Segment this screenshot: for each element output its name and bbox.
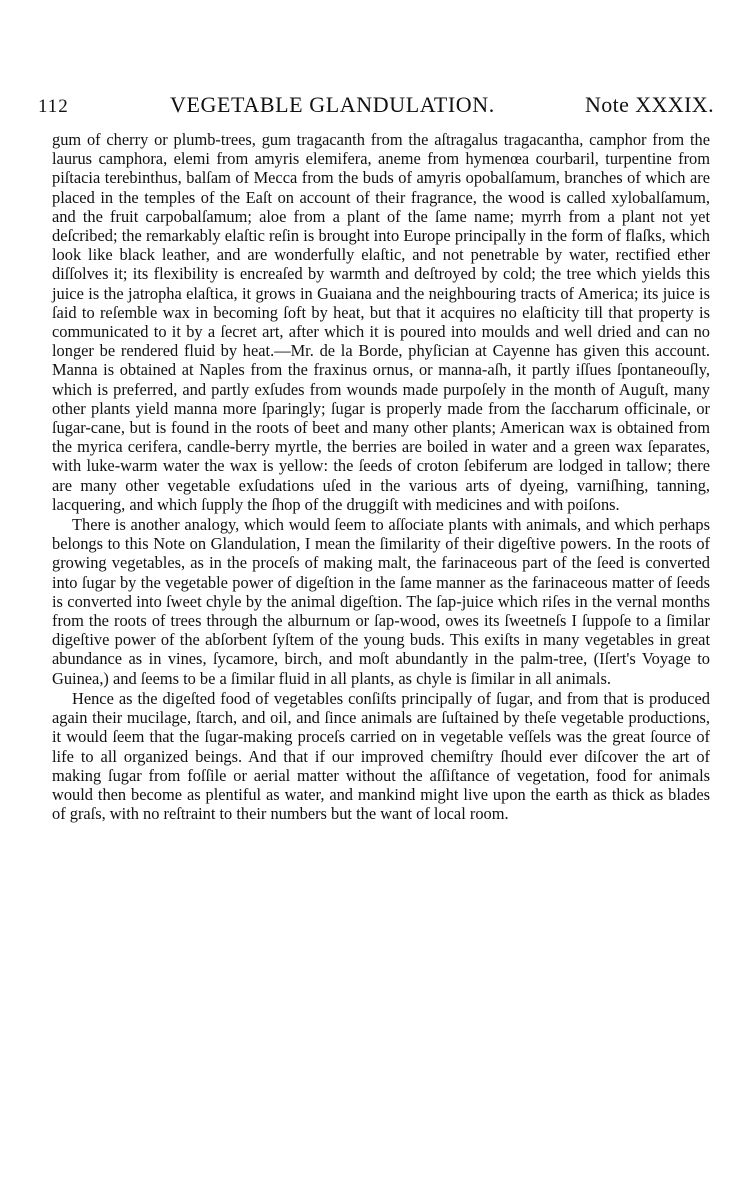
note-label: Note XXXIX.: [584, 92, 714, 117]
page-number: 112: [38, 96, 69, 117]
paragraph-sugar-source: Hence as the digeſted food of vegetables conſiſts principally of ſugar, and from that is produced again their mucilage, ſtarch, and oil, and ſince animals are ſuſtained by theſe vegetable productions, it would ſeem that the ſugar-making proceſs carried on in vegetable veſſels was the great ſource of life to all organized beings. And that if our improved chemiſtry ſhould ever diſcover the art of making ſugar from foſſile or aerial matter without the aſſiſtance of vegetation, food for animals would then become as plentiful as water, and mankind might live upon the earth as thick as blades of graſs, with no reſtraint to their numbers but the want of local room.: [52, 688, 710, 824]
paragraph-digestive-analogy: There is another analogy, which would ſeem to aſſociate plants with animals, and which perhaps belongs to this Note on Glandulation, I mean the ſimilarity of their digeſtive powers. In the roots of growing vegetables, as in the proceſs of making malt, the farinaceous part of the ſeed is converted into ſugar by the vegetable power of digeſtion in the ſame manner as the farinaceous matter of ſeeds is converted into ſweet chyle by the animal digeſtion. The ſap-juice which riſes in the vernal months from the roots of trees through the alburnum or ſap-wood, owes its ſweetneſs I ſuppoſe to a ſimilar digeſtive power of the abſorbent ſyſtem of the young buds. This exiſts in many vegetables in great abundance as in vines, ſycamore, birch, and moſt abundantly in the palm-tree, (Iſert's Voyage to Guinea,) and ſeems to be a ſimilar fluid in all plants, as chyle is ſimilar in all animals.: [52, 515, 710, 688]
paragraph-continuation: gum of cherry or plumb-trees, gum tragacanth from the aſtragalus tragacantha, camphor from the laurus camphora, elemi from amyris elemifera, aneme from hymenœa courbaril, turpentine from piſtacia terebinthus, balſam of Mecca from the buds of amyris opobalſamum, branches of which are placed in the temples of the Eaſt on account of their fragrance, the wood is called xylobalſamum, and the fruit carpobalſamum; aloe from a plant of the ſame name; myrrh from a plant not yet deſcribed; the remarkably elaſtic reſin is brought into Europe principally in the form of flaſks, which look like black leather, and are wonderfully elaſtic, and not penetrable by water, rectified ether diſſolves it; its flexibility is encreaſed by warmth and deſtroyed by cold; the tree which yields this juice is the jatropha elaſtica, it grows in Guaiana and the neighbouring tracts of America; its juice is ſaid to reſemble wax in becoming ſoft by heat, but that it acquires no elaſticity till that property is communicated to it by a ſecret art, after which it is poured into moulds and well dried and can no longer be rendered fluid by heat.—Mr. de la Borde, phyſician at Cayenne has given this account. Manna is obtained at Naples from the fraxinus ornus, or manna-aſh, it partly iſſues ſpontaneouſly, which is preferred, and partly exſudes from wounds made purpoſely in the month of Auguſt, many other plants yield manna more ſparingly; ſugar is properly made from the ſaccharum officinale, or ſugar-cane, but is found in the roots of beet and many other plants; American wax is obtained from the myrica cerifera, candle-berry myrtle, the berries are boiled in water and a green wax ſeparates, with luke-warm water the wax is yellow: the ſeeds of croton ſebiferum are lodged in tallow; there are many other vegetable exſudations uſed in the various arts of dyeing, varniſhing, tanning, lacquering, and which ſupply the ſhop of the druggiſt with medicines and with poiſons.: [52, 130, 710, 514]
body-text: [52, 130, 710, 823]
page-header: [38, 92, 714, 122]
running-title: VEGETABLE GLANDULATION.: [170, 92, 495, 117]
